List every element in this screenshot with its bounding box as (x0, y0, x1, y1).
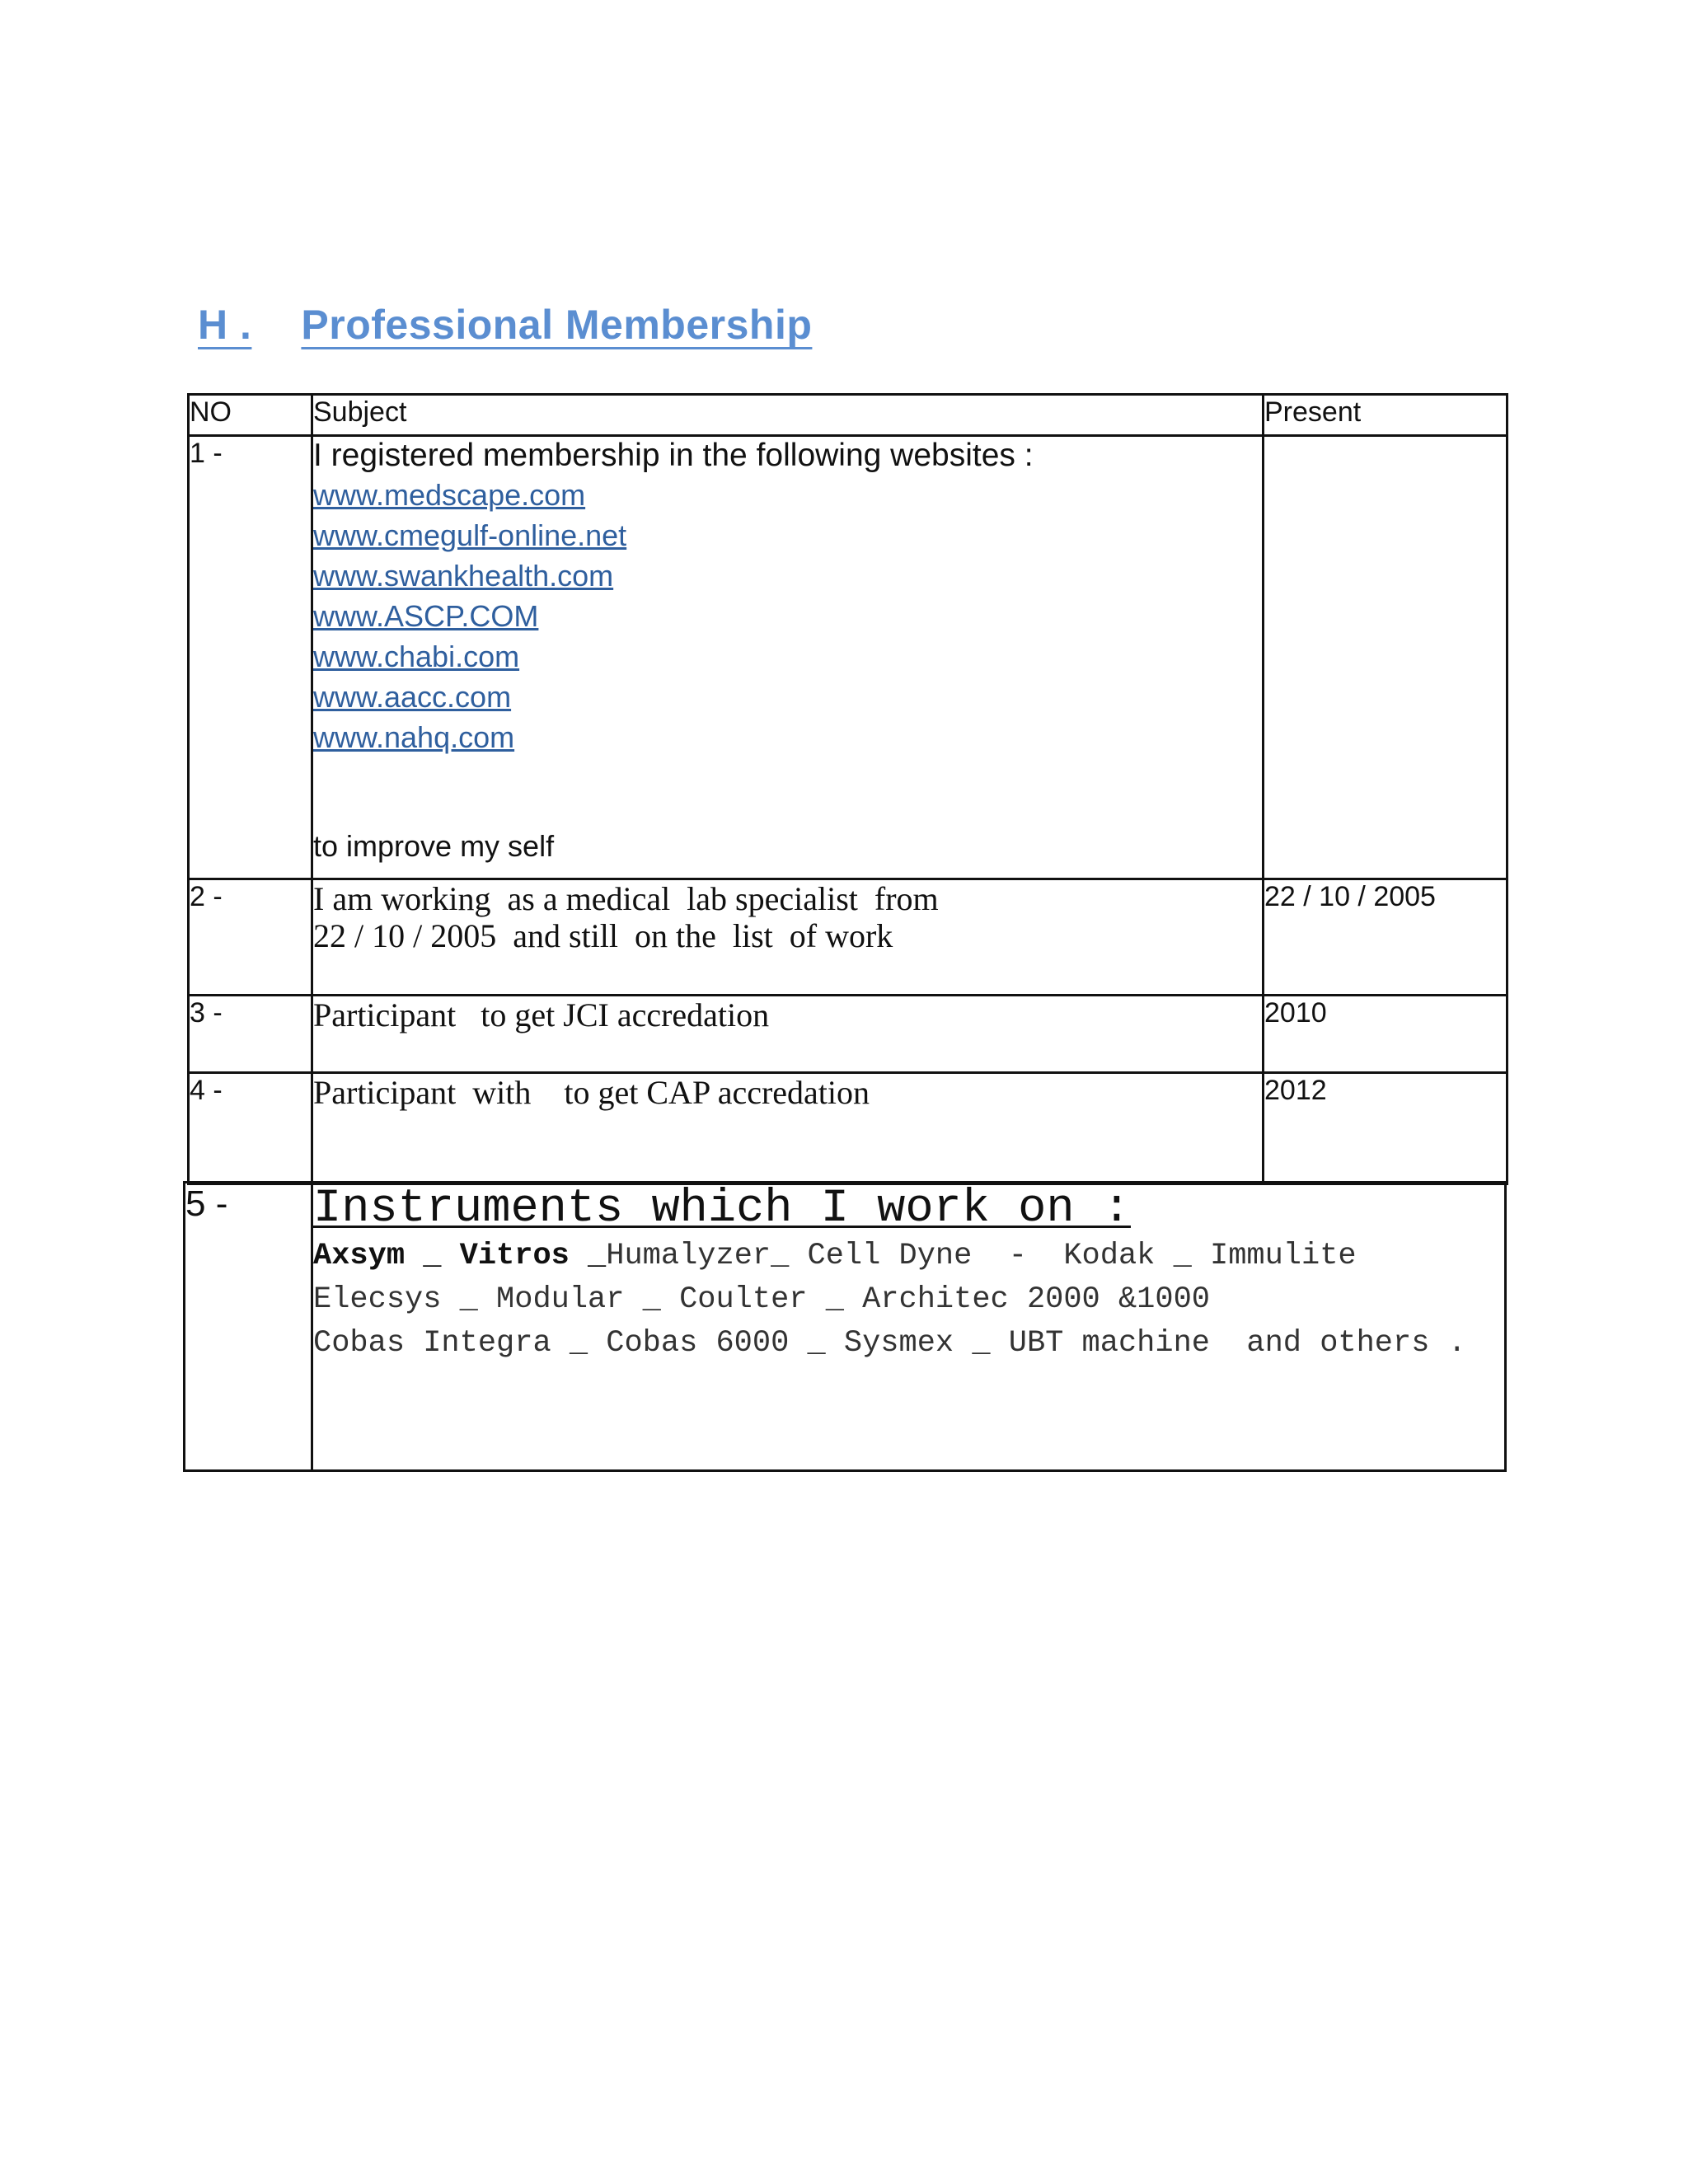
table-header-row (189, 395, 1507, 436)
row-number: 2 - (189, 879, 312, 996)
website-link[interactable]: www.swankhealth.com (313, 559, 614, 593)
website-link[interactable]: www.nahq.com (313, 720, 515, 754)
row-present (1264, 436, 1507, 879)
instruments-title: Instruments which I work on : (313, 1183, 1131, 1235)
instruments-line (313, 1235, 1504, 1278)
row-present: 2012 (1264, 1073, 1507, 1184)
row-subject: Participant to get JCI accredation (312, 996, 1264, 1073)
row-number: 1 - (189, 436, 312, 879)
table-row (189, 436, 1507, 879)
website-link[interactable]: www.chabi.com (313, 640, 520, 673)
website-list (313, 475, 1262, 757)
instruments-bold: Axsym _ Vitros _ (313, 1239, 607, 1273)
section-letter: H . (198, 302, 252, 348)
subject-line: I am working as a medical lab specialist from (313, 880, 939, 917)
subject-line: 22 / 10 / 2005 and still on the list of work (313, 917, 893, 954)
website-link[interactable]: www.medscape.com (313, 478, 586, 512)
table-row (189, 879, 1507, 996)
row-present: 22 / 10 / 2005 (1264, 879, 1507, 996)
row-number: 5 - (185, 1183, 312, 1471)
table-row (189, 996, 1507, 1073)
instruments-line: Elecsys _ Modular _ Coulter _ Architec 2000 &1000 (313, 1282, 1210, 1317)
instruments-line: Cobas Integra _ Cobas 6000 _ Sysmex _ UBT machine and others . (313, 1326, 1466, 1361)
header-present: Present (1264, 395, 1507, 436)
row-number: 4 - (189, 1073, 312, 1184)
website-link[interactable]: www.aacc.com (313, 680, 512, 714)
section-heading (198, 301, 812, 349)
website-link[interactable]: www.cmegulf-online.net (313, 518, 627, 552)
header-no: NO (189, 395, 312, 436)
row-subject (312, 879, 1264, 996)
instruments-rest: Humalyzer_ Cell Dyne - Kodak _ Immulite (606, 1239, 1357, 1273)
instruments-cell (312, 1183, 1506, 1471)
table-row (189, 1073, 1507, 1184)
table-row (185, 1183, 1506, 1471)
instruments-table (183, 1181, 1507, 1472)
membership-table (187, 393, 1508, 1185)
row-present: 2010 (1264, 996, 1507, 1073)
row-subject (312, 436, 1264, 879)
row-subject: Participant with to get CAP accredation (312, 1073, 1264, 1184)
row-number: 3 - (189, 996, 312, 1073)
header-subject: Subject (312, 395, 1264, 436)
membership-outro: to improve my self (313, 829, 555, 863)
section-title: Professional Membership (301, 302, 813, 348)
membership-intro: I registered membership in the following websites : (313, 438, 1034, 473)
website-link[interactable]: www.ASCP.COM (313, 599, 539, 633)
